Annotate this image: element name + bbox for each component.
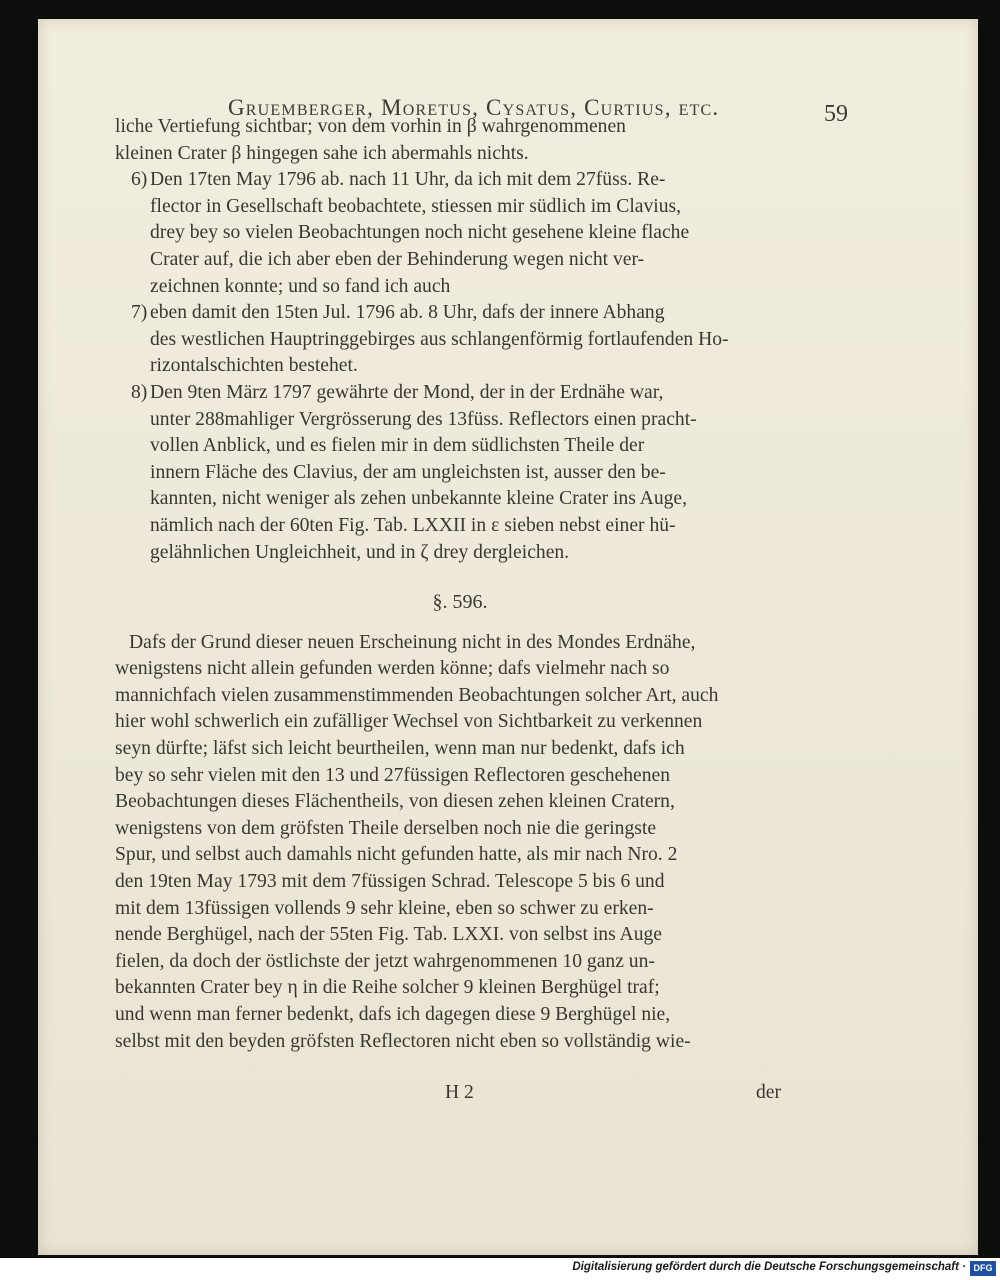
text-line: seyn dürfte; läfst sich leicht beurtheilen, wenn man nur bedenkt, dafs ich — [115, 738, 685, 760]
text-line: innern Fläche des Clavius, der am ungleichsten ist, ausser den be- — [150, 461, 666, 483]
item-number: 6) — [131, 169, 148, 191]
text-line: eben damit den 15ten Jul. 1796 ab. 8 Uhr, dafs der innere Abhang — [150, 302, 665, 324]
page-footer — [115, 1082, 805, 1108]
page-number: 59 — [824, 101, 848, 127]
text-line: unter 288mahliger Vergrösserung des 13füss. Reflectors einen pracht- — [150, 408, 697, 430]
text-line: kleinen Crater β hingegen sahe ich abermahls nichts. — [115, 142, 529, 164]
text-line: Dafs der Grund dieser neuen Erscheinung nicht in des Mondes Erdnähe, — [129, 631, 696, 653]
text-line: nende Berghügel, nach der 55ten Fig. Tab. LXXI. von selbst ins Auge — [115, 924, 662, 946]
text-line: den 19ten May 1793 mit dem 7füssigen Schrad. Telescope 5 bis 6 und — [115, 871, 665, 893]
section-paragraph — [115, 630, 805, 1056]
text-line: wenigstens nicht allein gefunden werden könne; dafs vielmehr nach so — [115, 658, 670, 680]
text-line: mit dem 13füssigen vollends 9 sehr kleine, eben so schwer zu erken- — [115, 897, 654, 919]
numbered-item-8 — [115, 380, 805, 566]
text-line: flector in Gesellschaft beobachtete, stiessen mir südlich im Clavius, — [150, 195, 682, 217]
text-line: Den 9ten März 1797 gewährte der Mond, der in der Erdnähe war, — [150, 381, 664, 403]
text-line: des westlichen Hauptringgebirges aus schlangenförmig fortlaufenden Ho- — [150, 328, 729, 350]
text-line: mannichfach vielen zusammenstimmenden Beobachtungen solcher Art, auch — [115, 684, 719, 706]
text-line: und wenn man ferner bedenkt, dafs ich dagegen diese 9 Berghügel nie, — [115, 1004, 671, 1025]
text-line: Crater auf, die ich aber eben der Behinderung wegen nicht ver- — [150, 248, 645, 270]
dfg-logo-icon: DFG — [970, 1261, 996, 1276]
text-line: Den 17ten May 1796 ab. nach 11 Uhr, da ich mit dem 27füss. Re- — [150, 169, 666, 191]
text-line: gelähnlichen Ungleichheit, und in ζ drey dergleichen. — [150, 541, 570, 563]
printer-signature: H 2 — [445, 1082, 474, 1103]
text-line: kannten, nicht weniger als zehen unbekannte kleine Crater ins Auge, — [150, 488, 688, 510]
text-line: drey bey so vielen Beobachtungen noch nicht gesehene kleine flache — [150, 222, 690, 244]
text-line: wenigstens von dem gröfsten Theile derselben noch nie die geringste — [115, 817, 657, 839]
text-line: nämlich nach der 60ten Fig. Tab. LXXII in ε sieben nebst einer hü- — [150, 514, 676, 536]
numbered-item-7 — [115, 300, 805, 380]
text-line: hier wohl schwerlich ein zufälliger Wechsel von Sichtbarkeit zu verkennen — [115, 711, 703, 733]
text-line: fielen, da doch der östlichste der jetzt wahrgenommenen 10 ganz un- — [115, 950, 655, 972]
banner-text: Digitalisierung gefördert durch die Deutsche Forschungsgemeinschaft · — [572, 1261, 966, 1273]
text-line: vollen Anblick, und es fielen mir in dem südlichsten Theile der — [150, 435, 645, 457]
digitization-banner — [0, 1258, 1000, 1280]
text-line: bekannten Crater bey η in die Reihe solcher 9 kleinen Berghügel traf; — [115, 977, 660, 999]
text-line: zeichnen konnte; und so fand ich auch — [150, 275, 451, 297]
item-number: 8) — [131, 381, 148, 403]
body-text — [115, 114, 805, 1055]
text-line: Beobachtungen dieses Flächentheils, von diesen zehen kleinen Cratern, — [115, 791, 675, 813]
text-line: bey so sehr vielen mit den 13 und 27füssigen Reflectoren geschehenen — [115, 764, 670, 786]
text-line: liche Vertiefung sichtbar; von dem vorhin in β wahrgenommenen — [115, 116, 626, 137]
running-head: Gruemberger, Moretus, Cysatus, Curtius, etc. — [228, 95, 720, 120]
section-heading: §. 596. — [432, 591, 488, 614]
continuation-paragraph — [115, 114, 805, 167]
text-line: Spur, und selbst auch damahls nicht gefunden hatte, als mir nach Nro. 2 — [115, 844, 678, 866]
text-line: rizontalschichten bestehet. — [150, 355, 358, 377]
catchword: der — [755, 1082, 781, 1103]
numbered-item-6 — [115, 167, 805, 300]
text-line: selbst mit den beyden gröfsten Reflectoren nicht eben so vollständig wie- — [115, 1030, 691, 1052]
item-number: 7) — [131, 302, 148, 324]
